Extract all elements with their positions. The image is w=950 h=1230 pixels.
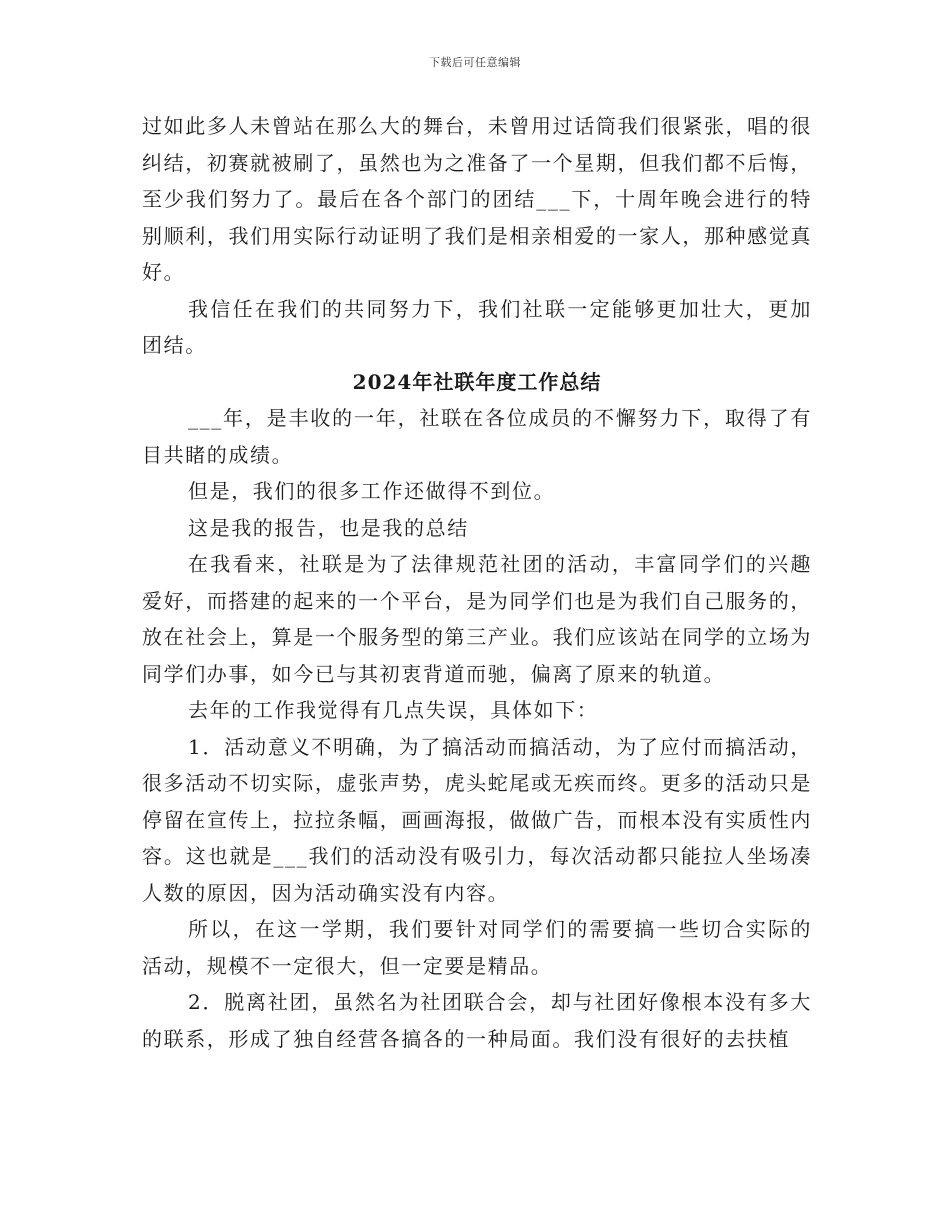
paragraph: ___年，是丰收的一年，社联在各位成员的不懈努力下，取得了有目共睹的成绩。 <box>142 406 812 467</box>
paragraph: 所以，在这一学期，我们要针对同学们的需要搞一些切合实际的活动，规模不一定很大，但一定要是精品。 <box>142 917 812 978</box>
list-item-1: 1．活动意义不明确，为了搞活动而搞活动，为了应付而搞活动，很多活动不切实际，虚张声势，虎头蛇尾或无疾而终。更多的活动只是停留在宣传上，拉拉条幅，画画海报，做做广告，而根本没有实质性内容。这也就是___我们的活动没有吸引力，每次活动都只能拉人坐场凑人数的原因，因为活动确实没有内容。 <box>142 734 812 905</box>
list-item-2: 2．脱离社团，虽然名为社团联合会，却与社团好像根本没有多大的联系，形成了独自经营各搞各的一种局面。我们没有很好的去扶植 <box>142 990 812 1051</box>
section-title: 2024年社联年度工作总结 <box>352 369 602 394</box>
paragraph: 去年的工作我觉得有几点失误，具体如下： <box>188 698 599 722</box>
document-body <box>142 108 812 1057</box>
paragraph-closing: 我信任在我们的共同努力下，我们社联一定能够更加壮大，更加团结。 <box>142 296 812 357</box>
paragraph: 但是，我们的很多工作还做得不到位。 <box>188 479 556 503</box>
paragraph: 这是我的报告，也是我的总结 <box>188 515 469 540</box>
page-header-note: 下载后可任意编辑 <box>429 56 521 69</box>
paragraph: 在我看来，社联是为了法律规范社团的活动，丰富同学们的兴趣爱好，而搭建的起来的一个平台，是为同学们也是为我们自己服务的，放在社会上，算是一个服务型的第三产业。我们应该站在同学的立场为同学们办事，如今已与其初衷背道而驰，偏离了原来的轨道。 <box>142 552 812 686</box>
paragraph-continuation: 过如此多人未曾站在那么大的舞台，未曾用过话筒我们很紧张，唱的很纠结，初赛就被刷了，虽然也为之准备了一个星期，但我们都不后悔，至少我们努力了。最后在各个部门的团结___下，十周年晚会进行的特别顺利，我们用实际行动证明了我们是相亲相爱的一家人，那种感觉真好。 <box>142 114 812 284</box>
